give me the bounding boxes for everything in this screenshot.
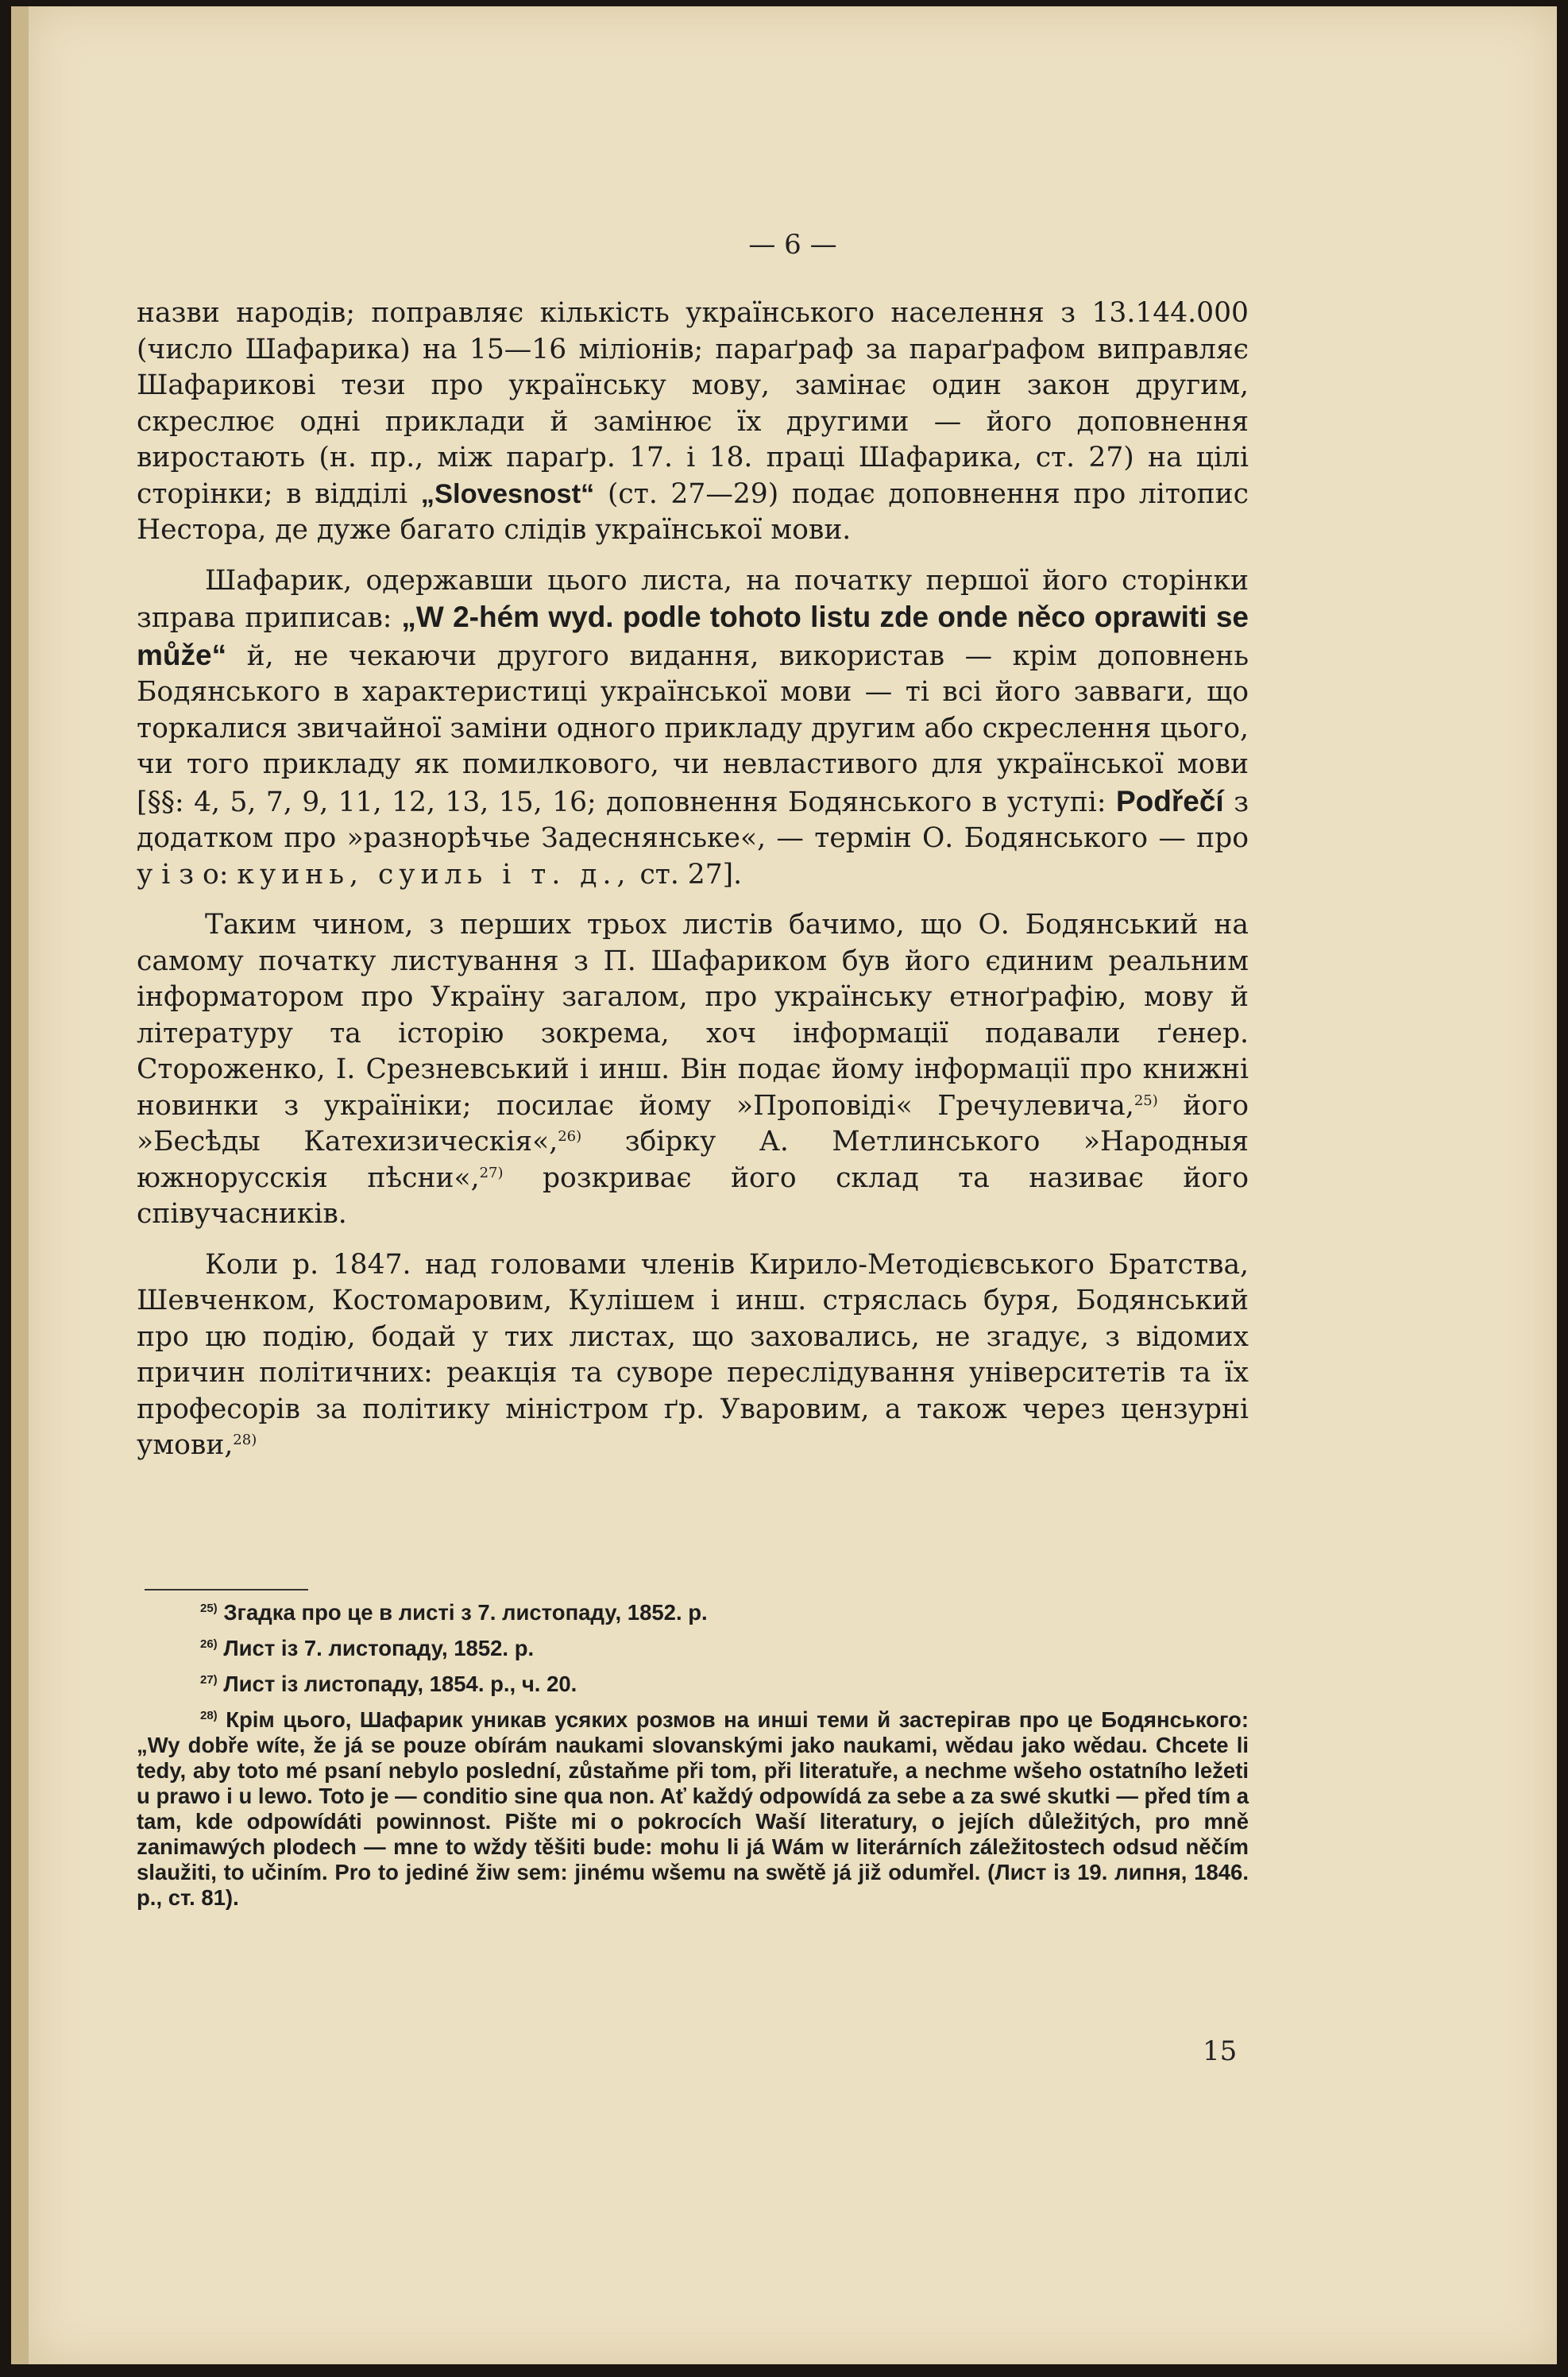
footnote-mark: 25)	[200, 1602, 218, 1615]
footnote-mark: 26)	[200, 1637, 218, 1651]
paragraph-1	[137, 296, 1249, 549]
footnote-28	[137, 1707, 1249, 1911]
safarik-note-quote: „W 2-hém wyd. podle tohoto listu zde onde něco oprawiti se může“	[137, 601, 1249, 671]
paragraph-4-text: Коли р. 1847. над головами членів Кирило-Методієвського Братства, Шевченком, Костомаровим, Кулішем і инш. стряслась буря, Бодянський про цю подію, бодай у тих листах, що заховались, не згадує, з відомих причин політичних: реакція та суворе переслідування університетів та їх професорів за політику міністром ґр. Уваровим, а також через цензурні умови,	[137, 1248, 1249, 1461]
footnote-text: Крім цього, Шафарик уникав усяких розмов на инші теми й застерігав про це Бодянського: „Wy dobře wíte, že já se pouze obírám naukami slovanskými jako naukami, wědau jako wědau. Chcete li tedy, aby toto mé psaní nebylo poslední, zůstaňme při tom, při literatuře, a nechme wšeho ostatního ležeti u prawo i u lewo. Toto je — conditio sine qua non. Ať každý odpowídá za sebe a za swé skutki — před tím a tam, kde odpowídáti powinnost. Pište mi o pokrocích Waší literatury, o jejích důležitých, pro mně zanimawých plodech — mne to wždy těšiti bude: mohu li já Wám w literárních záležitostech odsud něčím slaužiti, to učiním. Pro to jediné žiw sem: jinému wšemu na swětě já již odumřel. (Лист із 19. липня, 1846. р., ст. 81).	[137, 1707, 1249, 1910]
spaced-examples: куинь, суиль і т. д.,	[237, 858, 631, 891]
paragraph-3-start: Таким чином, з перших трьох листів бачимо, що О. Бодянський на самому початку листування з П. Шафариком був його єдиним реальним інформатором про Україну загалом, про українську етноґрафію, мову й літературу та історію зокрема, хоч інформації подавали ґенер. Стороженко, І. Срезневський і инш. Він подає йому інформації про книжні новинки з україніки; посилає йому »Проповіді« Гречулевича,	[137, 909, 1249, 1122]
footnote-mark: 27)	[200, 1673, 218, 1687]
paragraph-3	[137, 907, 1249, 1233]
footnote-ref-27[interactable]: 27)	[479, 1164, 504, 1181]
footnote-25	[137, 1600, 1249, 1625]
paragraph-1-end: (ст. 27—29) подає доповнення про літопис Нестора, де дуже багато слідів української мови.	[137, 477, 1249, 546]
paragraph-2-mid: й, не чекаючи другого видання, використав — крім доповнень Бодянського в характеристиці української мови — ті всі його завваги, що торкалися звичайної заміни одного прикладу другим або скреслення цього, чи того прикладу як помилкового, чи невластивого для української мови [§§: 4, 5, 7, 9, 11, 12, 13, 15, 16; доповнення Бодянського в уступі:	[137, 640, 1249, 818]
paragraph-3-mid: його »Бесѣды Катехизическія«,	[137, 1089, 1249, 1158]
book-page	[11, 6, 1557, 2364]
footnote-26	[137, 1636, 1249, 1661]
paragraph-2-mid2: з додатком про »разнорѣчье Задеснянське«, — термін О. Бодянського — про у і з о:	[137, 786, 1249, 891]
paragraph-2-start: Шафарик, одержавши цього листа, на початку першої його сторінки зправа приписав:	[137, 564, 1249, 634]
page-header-marker: — 6 —	[748, 229, 837, 261]
footnote-ref-28[interactable]: 28)	[233, 1432, 257, 1448]
paragraph-1-text: назви народів; поправляє кількість українського населення з 13.144.000 (число Шафарика) на 15—16 міліонів; параґраф за параґрафом виправляє Шафарикові тези про українську мову, замінає один закон другим, скреслює одні приклади й замінює їх другими — його доповнення виростають (н. пр., між параґр. 17. і 18. праці Шафарика, ст. 27) на цілі сторінки; в відділі	[137, 297, 1249, 510]
footnote-text: Лист із листопаду, 1854. р., ч. 20.	[223, 1672, 577, 1696]
footnote-text: Лист із 7. листопаду, 1852. р.	[223, 1636, 535, 1660]
slovesnost-term: „Slovesnost“	[420, 478, 595, 509]
footnote-ref-26[interactable]: 26)	[558, 1128, 582, 1145]
page-number: 15	[1203, 2035, 1238, 2067]
footnotes	[137, 1600, 1249, 1921]
paragraph-3-end: розкриває його склад та називає його співучасників.	[137, 1161, 1249, 1230]
paragraph-4	[137, 1247, 1249, 1464]
paragraph-2-end: ст. 27].	[639, 858, 743, 891]
paragraph-3-mid2: збірку А. Метлинського »Народныя южнорусскія пѣсни«,	[137, 1126, 1249, 1194]
footnote-mark: 28)	[200, 1709, 218, 1722]
footnote-divider	[145, 1589, 308, 1590]
footnote-text: Згадка про це в листі з 7. листопаду, 1852. р.	[223, 1600, 708, 1625]
main-text	[137, 296, 1249, 1478]
footnote-27	[137, 1672, 1249, 1697]
footnote-ref-25[interactable]: 25)	[1134, 1092, 1158, 1109]
podreci-term: Podřečí	[1115, 784, 1224, 817]
paragraph-2	[137, 563, 1249, 894]
